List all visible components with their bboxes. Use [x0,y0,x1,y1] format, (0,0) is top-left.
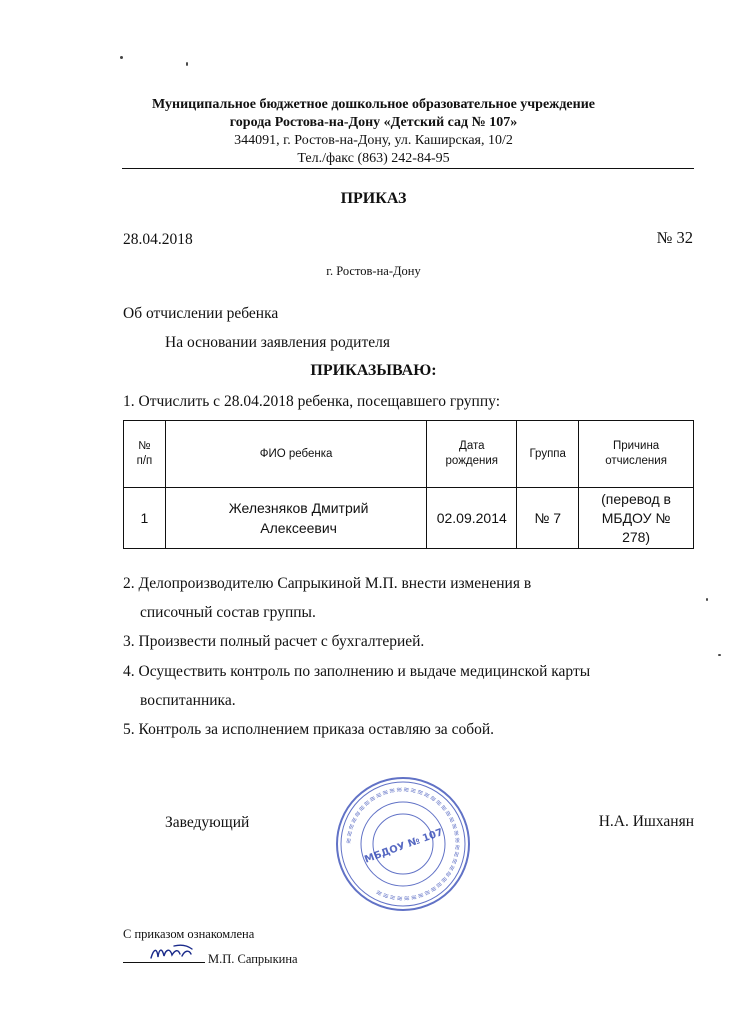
header-group: Группа [517,421,579,488]
header-reason [579,421,694,488]
item-4-line2: воспитанника. [140,692,236,709]
order-city: г. Ростов-на-Дону [326,264,421,278]
cell-fio [165,488,426,549]
signer-position: Заведующий [165,814,250,831]
cell-reason-line1: (перевод в [601,490,671,507]
item-3: 3. Произвести полный расчет с бухгалтерией. [123,633,425,650]
header-birth [427,421,517,488]
header-num-line1: № [138,440,151,452]
signature-line [123,962,205,963]
cell-fio-line2: Алексеевич [260,520,337,536]
header-fio: ФИО ребенка [165,421,426,488]
handwritten-signature [148,940,194,964]
item-5: 5. Контроль за исполнением приказа оставляю за собой. [123,721,495,738]
order-subject: Об отчислении ребенка [123,305,279,322]
header-divider [122,168,694,169]
document-title: ПРИКАЗ [340,190,407,207]
svg-text:≋≋≋≋≋≋≋≋≋≋≋≋≋≋≋≋≋≋≋≋≋≋≋≋≋≋≋≋≋≋: ≋≋≋≋≋≋≋≋≋≋≋≋≋≋≋≋≋≋≋≋≋≋≋≋≋≋≋≋≋≋≋≋≋≋≋≋≋≋≋≋ [343,784,463,904]
scan-speck [706,598,708,601]
order-basis: На основании заявления родителя [165,334,390,351]
scan-speck [718,654,721,656]
header-birth-line1: Дата [459,440,485,452]
item-4-line1: 4. Осуществить контроль по заполнению и выдаче медицинской карты [123,663,591,680]
header-reason-line1: Причина [612,440,660,452]
org-name-line1: Муниципальное бюджетное дошкольное образовательное учреждение [152,97,595,112]
table-header-row [124,421,694,488]
scan-speck [186,62,188,66]
scan-speck [120,56,123,59]
cell-reason-line3: 278) [622,528,651,545]
org-name-line2: города Ростова-на-Дону «Детский сад № 107» [229,115,518,130]
table-row [124,488,694,549]
order-date: 28.04.2018 [123,231,193,248]
decree-heading: ПРИКАЗЫВАЮ: [310,362,437,379]
cell-num: 1 [124,488,166,549]
org-address: 344091, г. Ростов-на-Дону, ул. Каширская, 10/2 [234,133,513,148]
children-table [123,420,694,549]
org-phone: Тел./факс (863) 242-84-95 [297,151,450,166]
item-2-line2: списочный состав группы. [140,604,316,621]
signer-name: Н.А. Ишханян [598,813,694,830]
ack-name: М.П. Сапрыкина [208,952,298,966]
cell-reason-line2: МБДОУ № [601,509,671,526]
header-birth-line2: рождения [445,455,498,467]
header-num [124,421,166,488]
cell-birth-date: 02.09.2014 [427,488,517,549]
stamp-center-text: МБДОУ № 107 [363,827,445,866]
cell-group: № 7 [517,488,579,549]
order-number: № 32 [656,228,693,247]
header-reason-line2: отчисления [605,455,667,467]
cell-reason [579,488,694,549]
item-1: 1. Отчислить с 28.04.2018 ребенка, посещавшего группу: [123,393,500,410]
ack-label: С приказом ознакомлена [123,927,255,941]
official-stamp [334,775,472,913]
cell-fio-line1: Железняков Дмитрий [228,500,369,516]
item-2-line1: 2. Делопроизводителю Сапрыкиной М.П. внести изменения в [123,575,532,592]
header-num-line2: п/п [136,455,153,467]
